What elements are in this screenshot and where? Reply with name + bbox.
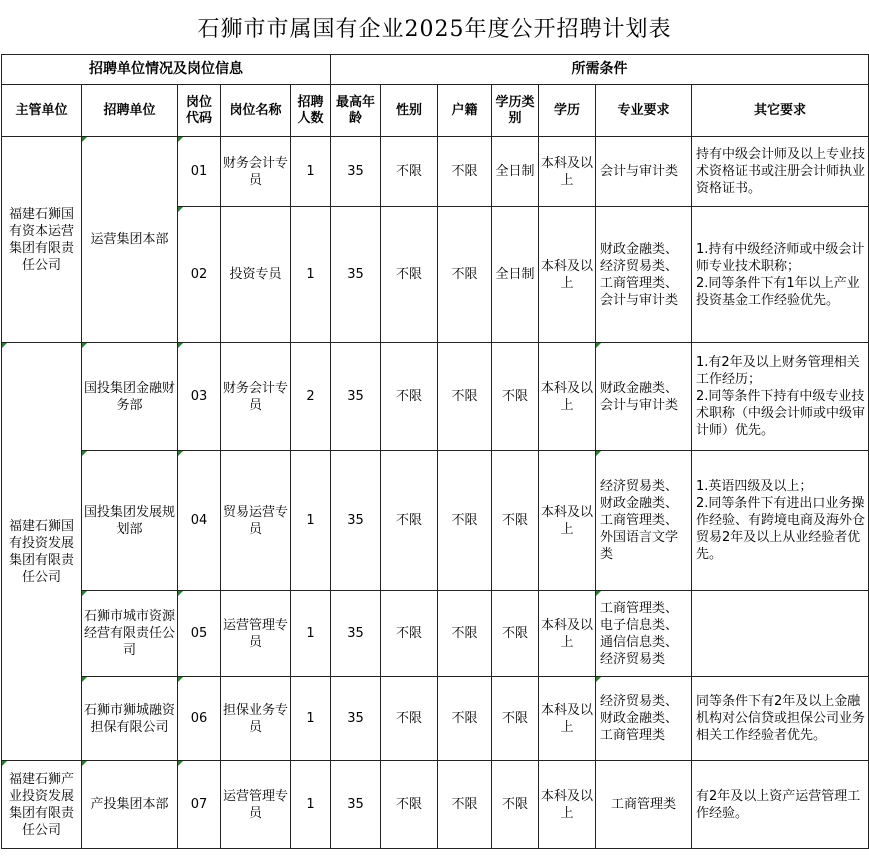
gender-cell: 不限 [381, 677, 438, 761]
edu-cell: 本科及以上 [539, 591, 596, 677]
table-row [2, 343, 869, 451]
major-cell: 财政金融类、会计与审计类 [596, 343, 692, 451]
count-cell: 1 [291, 451, 331, 591]
position-cell: 运营管理专员 [221, 761, 291, 849]
recruitment-table [1, 54, 869, 849]
major-cell: 经济贸易类、财政金融类、工商管理类 [596, 677, 692, 761]
age-cell: 35 [331, 343, 381, 451]
edu-cell: 本科及以上 [539, 137, 596, 207]
other-cell: 同等条件下有2年及以上金融机构对公信贷或担保公司业务相关工作经验者优先。 [692, 677, 869, 761]
edu-type-cell: 不限 [492, 761, 539, 849]
supervisor-cell: 福建石狮国有投资发展集团有限责任公司 [2, 343, 82, 761]
count-cell: 1 [291, 677, 331, 761]
count-cell: 2 [291, 343, 331, 451]
hukou-cell: 不限 [438, 591, 492, 677]
other-cell [692, 591, 869, 677]
count-cell: 1 [291, 207, 331, 343]
edu-cell: 本科及以上 [539, 677, 596, 761]
age-cell: 35 [331, 451, 381, 591]
edu-cell: 本科及以上 [539, 761, 596, 849]
edu-type-cell: 不限 [492, 451, 539, 591]
count-cell: 1 [291, 591, 331, 677]
unit-cell: 石狮市狮城融资担保有限公司 [82, 677, 178, 761]
group-header-row [2, 55, 869, 85]
hukou-cell: 不限 [438, 451, 492, 591]
column-header: 学历 [539, 85, 596, 137]
major-cell: 会计与审计类 [596, 137, 692, 207]
position-cell: 运营管理专员 [221, 591, 291, 677]
edu-type-cell: 不限 [492, 677, 539, 761]
table-row [2, 451, 869, 591]
hukou-cell: 不限 [438, 137, 492, 207]
column-header: 最高年龄 [331, 85, 381, 137]
count-cell: 1 [291, 761, 331, 849]
code-cell: 05 [178, 591, 221, 677]
position-cell: 担保业务专员 [221, 677, 291, 761]
code-cell: 06 [178, 677, 221, 761]
age-cell: 35 [331, 207, 381, 343]
other-cell: 1.持有中级经济师或中级会计师专业技术职称； 2.同等条件下有1年以上产业投资基金工作经验优先。 [692, 207, 869, 343]
column-header: 岗位名称 [221, 85, 291, 137]
age-cell: 35 [331, 137, 381, 207]
group-header-right: 所需条件 [331, 55, 869, 85]
edu-type-cell: 全日制 [492, 137, 539, 207]
column-header: 性别 [381, 85, 438, 137]
table-row [2, 677, 869, 761]
code-cell: 02 [178, 207, 221, 343]
gender-cell: 不限 [381, 591, 438, 677]
supervisor-cell: 福建石狮国有资本运营集团有限责任公司 [2, 137, 82, 343]
edu-cell: 本科及以上 [539, 451, 596, 591]
column-header: 专业要求 [596, 85, 692, 137]
column-header: 招聘单位 [82, 85, 178, 137]
other-cell: 1.有2年及以上财务管理相关工作经历； 2.同等条件下持有中级专业技术职称（中级会计师或中级审计师）优先。 [692, 343, 869, 451]
count-cell: 1 [291, 137, 331, 207]
supervisor-cell: 福建石狮产业投资发展集团有限责任公司 [2, 761, 82, 849]
edu-type-cell: 不限 [492, 343, 539, 451]
column-header: 学历类别 [492, 85, 539, 137]
gender-cell: 不限 [381, 451, 438, 591]
edu-cell: 本科及以上 [539, 343, 596, 451]
unit-cell: 国投集团发展规划部 [82, 451, 178, 591]
hukou-cell: 不限 [438, 761, 492, 849]
gender-cell: 不限 [381, 137, 438, 207]
page-title: 石狮市市属国有企业2025年度公开招聘计划表 [197, 16, 672, 42]
column-header-row [2, 85, 869, 137]
major-cell: 工商管理类、电子信息类、通信信息类、经济贸易类 [596, 591, 692, 677]
code-cell: 03 [178, 343, 221, 451]
major-cell: 工商管理类 [596, 761, 692, 849]
table-row [2, 591, 869, 677]
age-cell: 35 [331, 591, 381, 677]
position-cell: 财务会计专员 [221, 343, 291, 451]
major-cell: 经济贸易类、财政金融类、工商管理类、外国语言文学类 [596, 451, 692, 591]
edu-type-cell: 不限 [492, 591, 539, 677]
group-header-left: 招聘单位情况及岗位信息 [2, 55, 331, 85]
table-row [2, 761, 869, 849]
code-cell: 04 [178, 451, 221, 591]
position-cell: 财务会计专员 [221, 137, 291, 207]
position-cell: 投资专员 [221, 207, 291, 343]
gender-cell: 不限 [381, 343, 438, 451]
column-header: 招聘人数 [291, 85, 331, 137]
unit-cell: 石狮市城市资源经营有限责任公司 [82, 591, 178, 677]
unit-cell: 国投集团金融财务部 [82, 343, 178, 451]
position-cell: 贸易运营专员 [221, 451, 291, 591]
unit-cell: 产投集团本部 [82, 761, 178, 849]
gender-cell: 不限 [381, 207, 438, 343]
code-cell: 01 [178, 137, 221, 207]
column-header: 主管单位 [2, 85, 82, 137]
column-header: 其它要求 [692, 85, 869, 137]
age-cell: 35 [331, 677, 381, 761]
column-header: 户籍 [438, 85, 492, 137]
age-cell: 35 [331, 761, 381, 849]
major-cell: 财政金融类、经济贸易类、工商管理类、会计与审计类 [596, 207, 692, 343]
other-cell: 持有中级会计师及以上专业技术资格证书或注册会计师执业资格证书。 [692, 137, 869, 207]
edu-cell: 本科及以上 [539, 207, 596, 343]
table-row [2, 137, 869, 207]
edu-type-cell: 全日制 [492, 207, 539, 343]
other-cell: 1.英语四级及以上； 2.同等条件下有进出口业务操作经验、有跨境电商及海外仓贸易2年及以上从业经验者优先。 [692, 451, 869, 591]
column-header: 岗位代码 [178, 85, 221, 137]
gender-cell: 不限 [381, 761, 438, 849]
hukou-cell: 不限 [438, 343, 492, 451]
hukou-cell: 不限 [438, 207, 492, 343]
code-cell: 07 [178, 761, 221, 849]
hukou-cell: 不限 [438, 677, 492, 761]
other-cell: 有2年及以上资产运营管理工作经验。 [692, 761, 869, 849]
unit-cell: 运营集团本部 [82, 137, 178, 343]
